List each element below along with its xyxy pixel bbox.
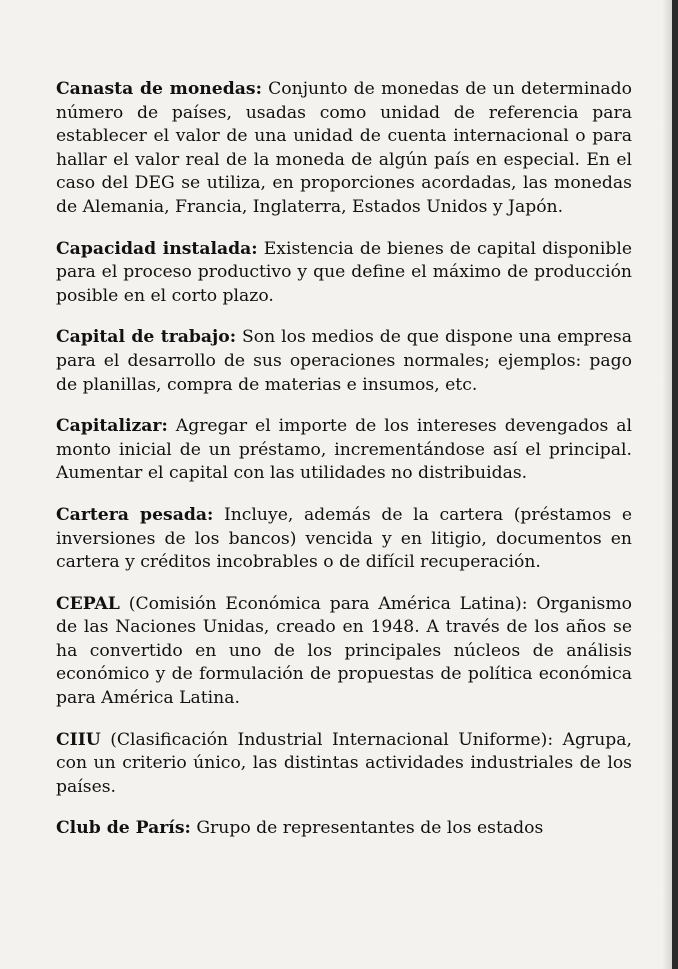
entry-term: CEPAL bbox=[56, 593, 120, 614]
entry-definition: Incluye, además de la cartera (préstamos e inversiones de los bancos) vencida y en litigio, documentos en cartera y créditos incobrables o de difícil recuperación. bbox=[56, 504, 632, 573]
glossary-entry bbox=[56, 326, 632, 397]
entry-definition: Existencia de bienes de capital disponible para el proceso productivo y que define el máximo de producción posible en el corto plazo. bbox=[56, 238, 632, 306]
entry-term: Club de París: bbox=[56, 818, 191, 839]
entry-term: Cartera pesada: bbox=[56, 504, 214, 525]
page-edge bbox=[672, 0, 678, 969]
glossary-entry bbox=[56, 504, 632, 575]
entry-term: Capacidad instalada: bbox=[56, 238, 258, 259]
entry-definition: Grupo de representantes de los estados bbox=[196, 818, 544, 839]
glossary-entry bbox=[56, 78, 632, 220]
page-edge-shadow bbox=[662, 0, 672, 969]
entry-definition: Conjunto de monedas de un determinado número de países, usadas como unidad de referencia para establecer el valor de una unidad de cuenta internacional o para hallar el valor real de la moneda de algún país en especial. En el caso del DEG se utiliza, en proporciones acordadas, las monedas de Alemania, Francia, Inglaterra, Estados Unidos y Japón. bbox=[56, 79, 632, 217]
glossary-entry bbox=[56, 238, 632, 309]
entry-term: Capital de trabajo: bbox=[56, 327, 237, 348]
entry-definition: (Clasificación Industrial Internacional Uniforme): Agrupa, con un criterio único, las distintas actividades industriales de los países. bbox=[56, 729, 633, 797]
entry-definition: Son los medios de que dispone una empresa para el desarrollo de sus operaciones normales; ejemplos: pago de planillas, compra de materias e insumos, etc. bbox=[56, 327, 633, 395]
entry-definition: Agregar el importe de los intereses devengados al monto inicial de un préstamo, incrementándose así el principal. Aumentar el capital con las utilidades no distribuidas. bbox=[56, 416, 632, 484]
entry-definition: (Comisión Económica para América Latina): Organismo de las Naciones Unidas, creado en 1948. A través de los años se ha convertido en uno de los principales núcleos de análisis económico y de formulación de propuestas de política económica para América Latina. bbox=[56, 593, 632, 709]
entry-term: Capitalizar: bbox=[56, 416, 168, 437]
glossary-entry bbox=[56, 729, 632, 800]
glossary-entry bbox=[56, 817, 632, 841]
glossary-entry bbox=[56, 415, 632, 486]
entry-term: CIIU bbox=[56, 729, 101, 750]
entry-term: Canasta de monedas: bbox=[56, 79, 262, 99]
glossary-entry bbox=[56, 593, 632, 711]
glossary-page bbox=[56, 78, 632, 859]
